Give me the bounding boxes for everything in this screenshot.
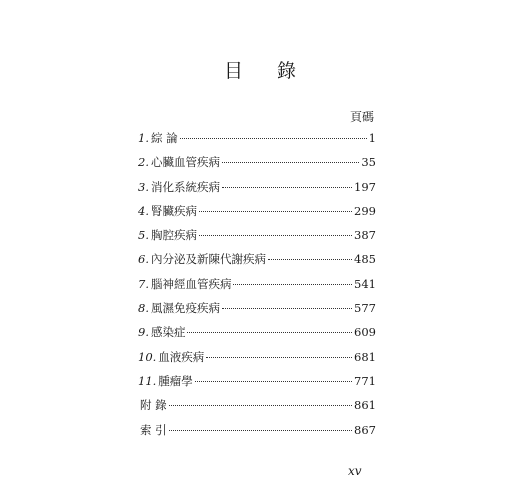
toc-entry-page: 299 [354,203,376,218]
toc-entry[interactable] [138,349,376,373]
toc-entry-title: 消化系統疾病 [150,179,220,194]
toc-entry-number: 11. [138,373,157,388]
toc-entry-number: 5. [138,228,149,243]
dot-leader [180,138,367,139]
dot-leader [195,381,352,382]
toc-entry-page: 485 [354,252,376,267]
toc-entry-page: 1 [368,131,376,145]
toc-entry-title: 血液疾病 [158,349,205,364]
toc-entry[interactable] [138,373,376,397]
toc-entry[interactable] [138,276,376,300]
toc-entry-title: 索 引 [140,422,167,437]
toc-entry-page: 577 [354,301,376,316]
toc-entry-page: 197 [354,179,376,194]
toc-entry[interactable] [138,422,376,446]
toc-entry[interactable] [138,397,376,421]
toc-entry-page: 609 [354,325,376,340]
toc-entry[interactable] [138,227,376,251]
toc-entry-page: 387 [354,228,376,243]
dot-leader [199,211,352,212]
toc-entry[interactable] [138,251,376,275]
toc-entry[interactable] [138,179,376,203]
dot-leader [199,235,352,236]
toc-entry-page: 867 [354,422,376,437]
toc-entry-number: 6. [138,252,149,267]
toc-entry-number: 3. [138,179,149,194]
toc-entry-title: 心臟血管疾病 [150,155,220,170]
dot-leader [233,284,352,285]
dot-leader [187,332,352,333]
page-column-label: 頁碼 [349,110,374,124]
toc-entry-title: 腫瘤學 [158,373,193,388]
toc-entry-number: 8. [138,301,149,316]
toc-entry[interactable] [138,154,376,178]
toc-entry-number: 1. [138,131,149,145]
toc-entry-number: 4. [138,203,149,218]
toc-entry-page: 541 [354,276,376,291]
toc-entry-title: 附 錄 [140,398,167,413]
toc-entry-number: 7. [138,276,149,291]
toc-entry-title: 腦神經血管疾病 [150,276,232,291]
toc-entry[interactable] [138,300,376,324]
toc-entry-title: 腎臟疾病 [150,203,197,218]
dot-leader [268,259,352,260]
page-number: xv [348,464,362,478]
toc-entry-title: 內分泌及新陳代謝疾病 [150,252,266,267]
toc-entry[interactable] [138,130,376,154]
toc-entry-title: 胸腔疾病 [150,228,197,243]
toc-entry-number: 10. [138,349,157,364]
toc-entry-page: 861 [354,398,376,413]
page-title: 目 錄 [223,60,311,82]
toc-entry-number: 9. [138,325,149,340]
toc-entry-number: 2. [138,155,149,170]
toc-entry-title: 風濕免疫疾病 [150,301,220,316]
toc-entry-title: 感染症 [150,325,186,340]
dot-leader [222,187,352,188]
dot-leader [222,162,359,163]
table-of-contents [138,130,376,446]
toc-entry-page: 681 [354,349,376,364]
toc-entry-page: 771 [354,373,376,388]
toc-entry[interactable] [138,324,376,348]
dot-leader [169,405,352,406]
toc-entry-page: 35 [361,155,376,170]
dot-leader [206,357,352,358]
dot-leader [222,308,352,309]
toc-entry-title: 綜 論 [150,131,178,145]
dot-leader [169,430,352,431]
toc-entry[interactable] [138,203,376,227]
